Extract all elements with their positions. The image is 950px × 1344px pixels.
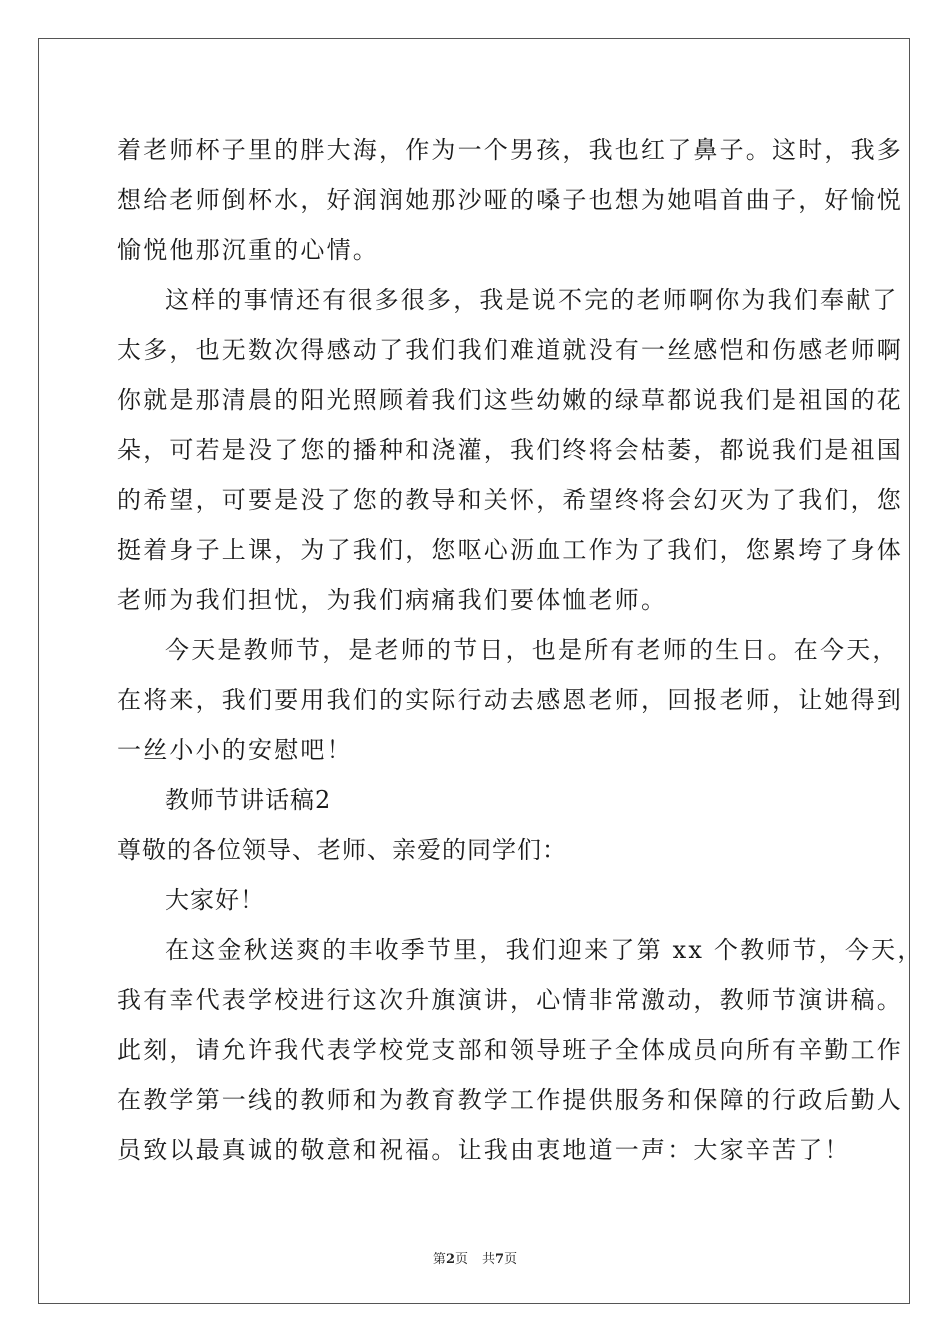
paragraph-line: 的希望，可要是没了您的教导和关怀，希望终将会幻灭为了我们，您 [117,486,903,514]
total-prefix: 共 [482,1252,496,1267]
paragraph-line: 挺着身子上课，为了我们，您呕心沥血工作为了我们，您累垮了身体 [117,536,903,564]
paragraph-first-line: 这样的事情还有很多很多，我是说不完的老师啊你为我们奉献了 [165,286,899,314]
paragraph-line: 此刻，请允许我代表学校党支部和领导班子全体成员向所有辛勤工作 [117,1036,903,1064]
paragraph-line: 一丝小小的安慰吧！ [117,736,353,764]
paragraph-line: 太多，也无数次得感动了我们我们难道就没有一丝感恺和伤感老师啊 [117,336,903,364]
page-footer [0,1248,950,1267]
total-suffix: 页 [504,1252,518,1267]
page-current: 2 [445,1252,455,1267]
paragraph-first-line: 今天是教师节，是老师的节日，也是所有老师的生日。在今天， [165,636,899,664]
greeting: 大家好！ [165,886,265,914]
paragraph-line: 愉悦他那沉重的心情。 [117,236,379,264]
paragraph-line: 朵，可若是没了您的播种和浇灌，我们终将会枯萎，都说我们是祖国 [117,436,903,464]
paragraph-line: 在将来，我们要用我们的实际行动去感恩老师，回报老师，让她得到 [117,686,903,714]
paragraph-line: 想给老师倒杯水，好润润她那沙哑的嗓子也想为她唱首曲子，好愉悦 [117,186,903,214]
paragraph-first-line: 在这金秋送爽的丰收季节里，我们迎来了第 xx 个教师节，今天， [165,936,924,964]
salutation: 尊敬的各位领导、老师、亲爱的同学们： [117,836,567,864]
section-heading: 教师节讲话稿2 [165,786,332,814]
paragraph-line: 着老师杯子里的胖大海，作为一个男孩，我也红了鼻子。这时，我多 [117,136,903,164]
paragraph-line: 我有幸代表学校进行这次升旗演讲，心情非常激动，教师节演讲稿。 [117,986,903,1014]
paragraph-line: 在教学第一线的教师和为教育教学工作提供服务和保障的行政后勤人 [117,1086,903,1114]
paragraph-line: 你就是那清晨的阳光照顾着我们这些幼嫩的绿草都说我们是祖国的花 [117,386,903,414]
paragraph-line: 老师为我们担忧，为我们病痛我们要体恤老师。 [117,586,668,614]
page-suffix: 页 [454,1252,468,1267]
paragraph-line: 员致以最真诚的敬意和祝福。让我由衷地道一声：大家辛苦了！ [117,1136,851,1164]
page-total: 7 [495,1252,505,1267]
page-prefix: 第 [432,1252,446,1267]
